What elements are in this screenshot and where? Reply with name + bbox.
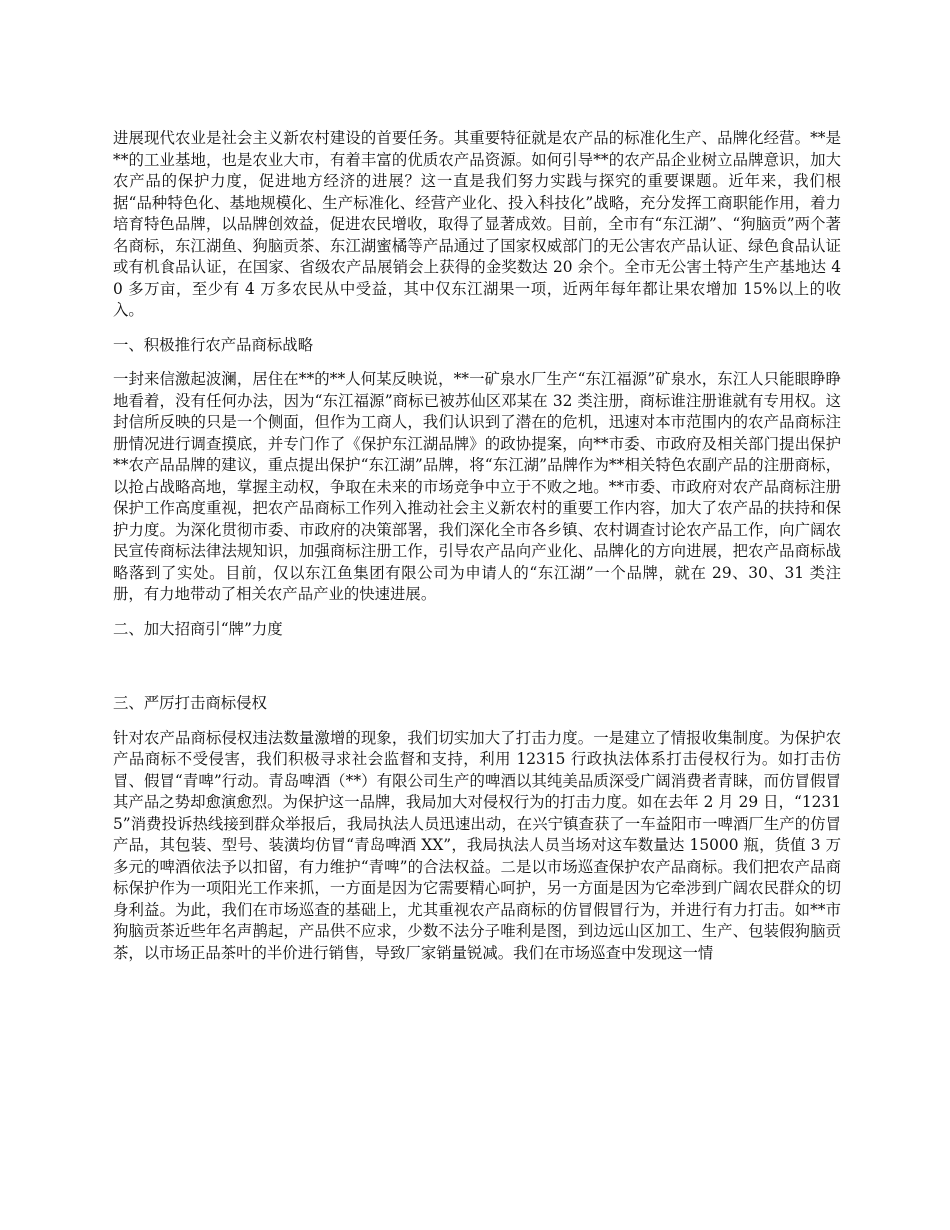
section-heading-2: 二、加大招商引“牌”力度 bbox=[113, 619, 283, 638]
document-page bbox=[113, 128, 841, 977]
section-3-paragraph: 针对农产品商标侵权违法数量激增的现象，我们切实加大了打击力度。一是建立了情报收集制度。为保护农产品商标不受侵害，我们积极寻求社会监督和支持，利用 12315 行政执法体系打击侵权行为。如打击仿冒、假冒“青啤”行动。青岛啤酒（**）有限公司生产的啤酒以其纯美品质深受广阔消费者青睐，而仿冒假冒其产品之势却愈演愈烈。为保护这一品牌，我局加大对侵权行为的打击力度。如在去年 2 月 29 日，“12315”消费投诉热线接到群众举报后，我局执法人员迅速出动，在兴宁镇查获了一车益阳市一啤酒厂生产的仿冒产品，其包装、型号、装潢均仿冒“青岛啤酒 XX”，我局执法人员当场对这车数量达 15000 瓶，货值 3 万多元的啤酒依法予以扣留，有力维护“青啤”的合法权益。二是以市场巡查保护农产品商标。我们把农产品商标保护作为一项阳光工作来抓，一方面是因为它需要精心呵护，另一方面是因为它牵涉到广阔农民群众的切身利益。为此，我们在市场巡查的基础上，尤其重视农产品商标的仿冒假冒行为，并进行有力打击。如**市狗脑贡茶近些年名声鹊起，产品供不应求，少数不法分子唯利是图，到边远山区加工、生产、包装假狗脑贡茶，以市场正品茶叶的半价进行销售，导致厂家销量锐减。我们在市场巡查中发现这一情 bbox=[113, 728, 841, 962]
section-1-paragraph: 一封来信激起波澜，居住在**的**人何某反映说，**一矿泉水厂生产“东江福源”矿泉水，东江人只能眼睁睁地看着，没有任何办法，因为“东江福源”商标已被苏仙区邓某在 32 类注册，商标谁注册谁就有专用权。这封信所反映的只是一个侧面，但作为工商人，我们认识到了潜在的危机，迅速对本市范围内的农产品商标注册情况进行调查摸底，并专门作了《保护东江湖品牌》的政协提案，向**市委、市政府及相关部门提出保护**农产品品牌的建议，重点提出保护“东江湖”品牌，将“东江湖”品牌作为**相关特色农副产品的注册商标，以抢占战略高地，掌握主动权，争取在未来的市场竞争中立于不败之地。**市委、市政府对农产品商标注册保护工作高度重视，把农产品商标工作列入推动社会主义新农村的重要工作内容，加大了农产品的扶持和保护力度。为深化贯彻市委、市政府的决策部署，我们深化全市各乡镇、农村调查讨论农产品工作，向广阔农民宣传商标法律法规知识，加强商标注册工作，引导农产品向产业化、品牌化的方向进展，把农产品商标战略落到了实处。目前，仅以东江鱼集团有限公司为申请人的“东江湖”一个品牌，就在 29、30、31 类注册，有力地带动了相关农产品产业的快速进展。 bbox=[113, 370, 841, 603]
intro-paragraph: 进展现代农业是社会主义新农村建设的首要任务。其重要特征就是农产品的标准化生产、品牌化经营。**是**的工业基地，也是农业大市，有着丰富的优质农产品资源。如何引导**的农产品企业树立品牌意识，加大农产品的保护力度，促进地方经济的进展？这一直是我们努力实践与探究的重要课题。近年来，我们根据“品种特色化、基地规模化、生产标准化、经营产业化、投入科技化”战略，充分发挥工商职能作用，着力培育特色品牌，以品牌创效益，促进农民增收，取得了显著成效。目前，全市有“东江湖”、“狗脑贡”两个著名商标，东江湖鱼、狗脑贡茶、东江湖蜜橘等产品通过了国家权威部门的无公害农产品认证、绿色食品认证或有机食品认证，在国家、省级农产品展销会上获得的金奖数达 20 余个。全市无公害土特产生产基地达 40 多万亩，至少有 4 万多农民从中受益，其中仅东江湖果一项，近两年每年都让果农增加 15%以上的收入。 bbox=[113, 129, 841, 319]
section-heading-1: 一、积极推行农产品商标战略 bbox=[113, 335, 314, 354]
section-heading-3: 三、严厉打击商标侵权 bbox=[113, 694, 267, 712]
